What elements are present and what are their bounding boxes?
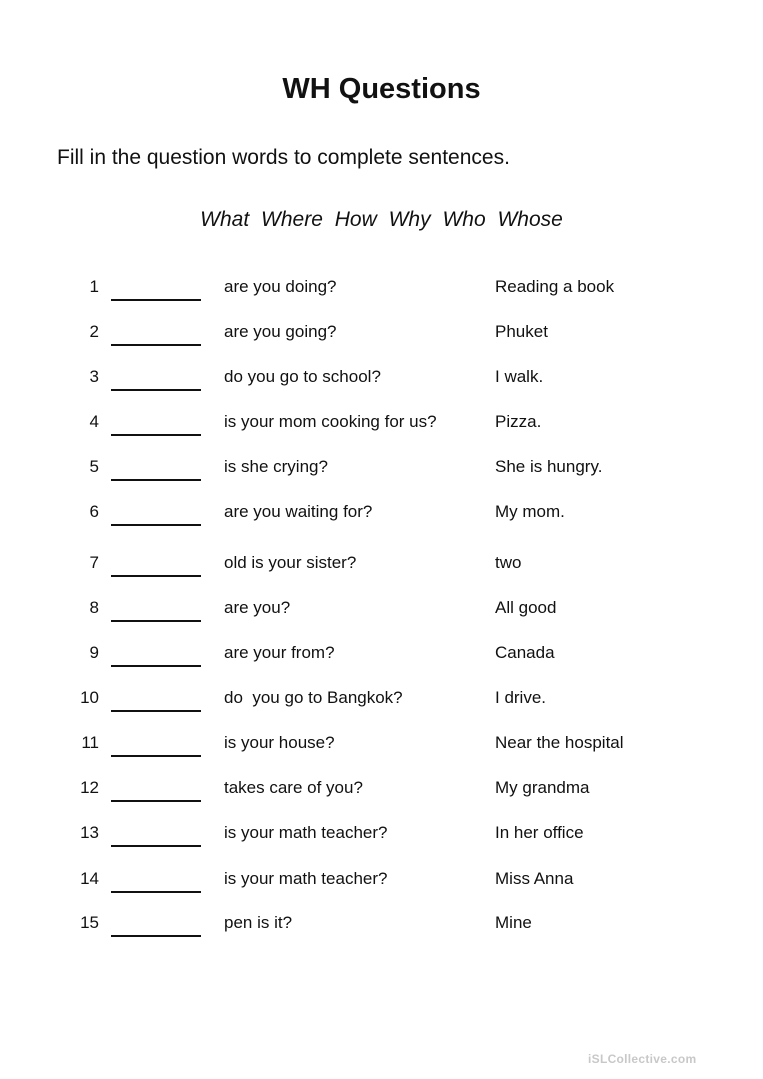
question-text: pen is it? [224,913,293,932]
question-text: are you waiting for? [224,502,373,521]
question-number: 7 [89,553,99,572]
answer-text: In her office [495,823,584,842]
answer-text: She is hungry. [495,457,603,476]
question-number: 6 [89,502,99,521]
answer-blank[interactable] [111,688,201,712]
question-number: 11 [81,733,99,752]
word-bank-item: Where [261,208,323,231]
answer-blank[interactable] [111,502,201,526]
question-number: 9 [89,643,99,662]
answer-blank[interactable] [111,598,201,622]
question-row [0,823,763,847]
word-bank-item: Who [442,208,486,231]
answer-blank[interactable] [111,322,201,346]
question-text: is your math teacher? [224,869,388,888]
answer-blank[interactable] [111,553,201,577]
question-text: is she crying? [224,457,328,476]
question-number: 13 [80,823,99,842]
question-row [0,367,763,391]
question-row [0,869,763,893]
question-row [0,643,763,667]
question-row [0,457,763,481]
question-row [0,598,763,622]
word-bank-item: What [200,208,250,231]
question-number: 12 [80,778,99,797]
question-text: are you? [224,598,291,617]
question-number: 1 [89,277,99,296]
question-text: do you go to Bangkok? [224,688,403,707]
question-text: do you go to school? [224,367,381,386]
answer-text: Canada [495,643,555,662]
site-watermark: iSLCollective.com [588,1052,697,1066]
question-number: 4 [89,412,99,431]
word-bank-item: Whose [497,208,563,231]
question-text: old is your sister? [224,553,357,572]
question-number: 8 [89,598,99,617]
question-number: 5 [89,457,99,476]
question-text: takes care of you? [224,778,363,797]
answer-text: All good [495,598,557,617]
question-number: 10 [80,688,99,707]
answer-blank[interactable] [111,823,201,847]
question-text: is your house? [224,733,335,752]
question-number: 2 [89,322,99,341]
answer-blank[interactable] [111,869,201,893]
question-row [0,502,763,526]
question-text: are your from? [224,643,335,662]
answer-text: I walk. [495,367,544,386]
answer-text: Pizza. [495,412,542,431]
answer-text: two [495,553,522,572]
answer-blank[interactable] [111,778,201,802]
word-bank [0,208,763,232]
question-text: are you going? [224,322,337,341]
answer-text: Reading a book [495,277,615,296]
answer-text: My grandma [495,778,590,797]
question-number: 14 [80,869,99,888]
answer-text: Miss Anna [495,869,574,888]
question-text: is your mom cooking for us? [224,412,437,431]
word-bank-item: How [334,208,377,231]
question-number: 15 [80,913,99,932]
answer-text: Phuket [495,322,548,341]
answer-blank[interactable] [111,277,201,301]
answer-text: Near the hospital [495,733,624,752]
question-text: are you doing? [224,277,337,296]
question-row [0,412,763,436]
question-row [0,688,763,712]
answer-blank[interactable] [111,412,201,436]
question-row [0,913,763,937]
answer-text: I drive. [495,688,547,707]
answer-text: Mine [495,913,532,932]
instructions-text: Fill in the question words to complete sentences. [57,146,510,169]
worksheet-title: WH Questions [282,73,481,105]
question-row [0,733,763,757]
answer-blank[interactable] [111,643,201,667]
question-text: is your math teacher? [224,823,388,842]
answer-text: My mom. [495,502,565,521]
question-number: 3 [89,367,99,386]
question-row [0,322,763,346]
answer-blank[interactable] [111,457,201,481]
answer-blank[interactable] [111,913,201,937]
answer-blank[interactable] [111,367,201,391]
answer-blank[interactable] [111,733,201,757]
question-row [0,277,763,301]
question-row [0,553,763,577]
word-bank-item: Why [388,208,431,231]
question-row [0,778,763,802]
